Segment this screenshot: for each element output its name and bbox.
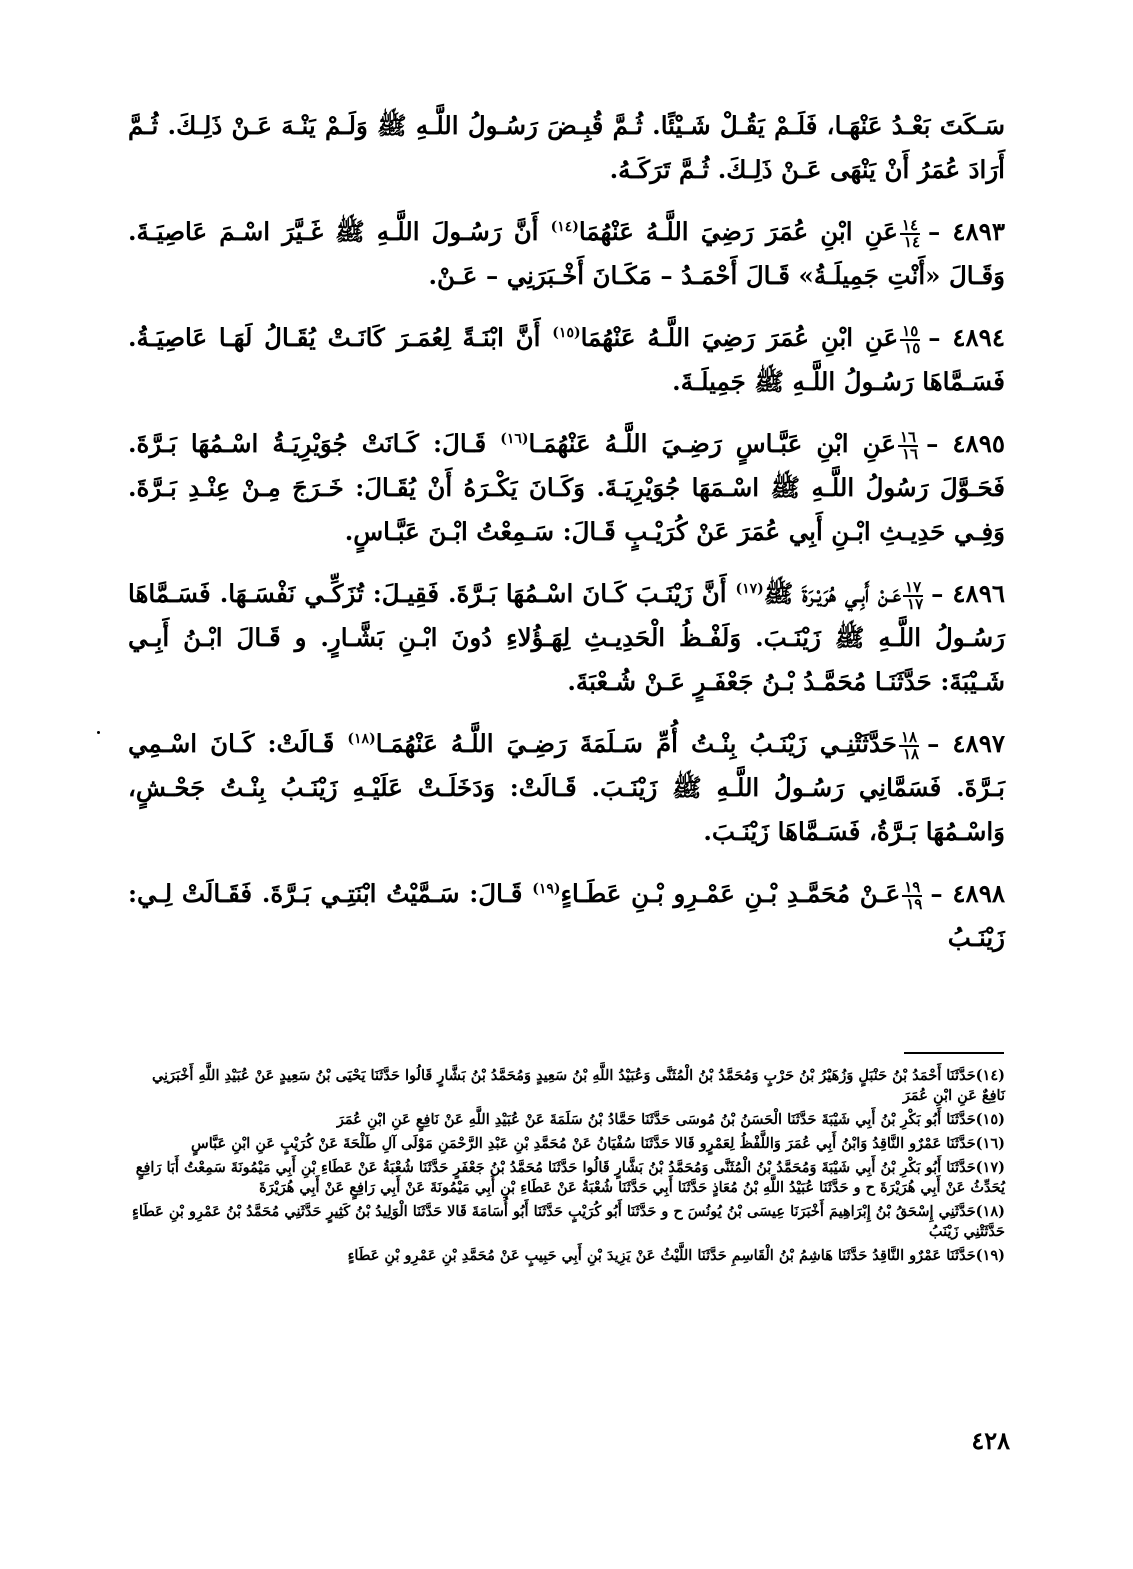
cross-reference: $\frac{١٩}{١٩}$ [904, 877, 923, 913]
footnote-number: (١٤) [975, 1067, 1005, 1084]
paragraph-text: قَـالَ: كَـانَتْ جُوَيْرِيَـةُ اسْـمُهَا بَـرَّةَ. فَحَـوَّلَ رَسُولُ اللَّـهِ ﷺ اسْـمَهَا جُوَيْرِيَـةَ. وَكَـانَ يَكْـرَهُ أَنْ يُقَـالَ: خَـرَجَ مِـنْ عِنْـدِ بَـرَّةَ. وَفِـي حَدِيـثِ ابْـنِ أَبِي عُمَرَ عَنْ كُرَيْـبٍ قَـالَ: سَـمِعْتُ ابْـنَ عَبَّـاسٍ. [128, 429, 1005, 546]
hadith-number: ٤٨٩٧ – [927, 729, 1006, 758]
main-text [128, 104, 1005, 978]
footnote-text: حَدَّثَنَا عَمْرٌو النَّاقِدُ وَابْنُ أَبِي عُمَرَ وَاللَّفْظُ لِعَمْرٍو قَالا حَدَّثَنَا سُفْيَانُ عَنْ مُحَمَّدِ بْنِ عَبْدِ الرَّحْمَنِ مَوْلَى آلِ طَلْحَةَ عَنْ كُرَيْبٍ عَنِ ابْنِ عَبَّاسٍ [191, 1135, 976, 1152]
footnote-text: حَدَّثَنَا أَحْمَدُ بْنُ حَنْبَلٍ وَزُهَيْرُ بْنُ حَرْبٍ وَمُحَمَّدُ بْنُ الْمُثَنَّى وَعُبَيْدُ اللَّهِ بْنُ سَعِيدٍ وَمُحَمَّدُ بْنُ بَشَّارٍ قَالُوا حَدَّثَنَا يَحْيَى بْنُ سَعِيدٍ عَنْ عُبَيْدِ اللَّهِ أَخْبَرَنِي نَافِعٌ عَنِ ابْنِ عُمَرَ [151, 1067, 1005, 1104]
footnote [128, 1134, 1005, 1154]
paragraph-text: عَنِ ابْنِ عُمَرَ رَضِيَ اللَّـهُ عَنْهُمَا [578, 217, 898, 246]
footnote-marker: (١٧) [735, 580, 764, 597]
footnote-text: حَدَّثَنَا عَمْرٌو النَّاقِدُ حَدَّثَنَا هَاشِمُ بْنُ الْقَاسِمِ حَدَّثَنَا اللَّيْثُ عَنْ يَزِيدَ بْنِ أَبِي حَبِيبٍ عَنْ مُحَمَّدِ بْنِ عَمْرِو بْنِ عَطَاءٍ [347, 1247, 976, 1264]
paragraph-text: قَـالَ: سَـمَّيْتُ ابْنَتِـي بَـرَّةَ. فَقَـالَتْ لِـي: زَيْنَـبُ [128, 879, 1005, 952]
footnote-marker: (١٥) [552, 324, 581, 341]
hadith-paragraph [128, 210, 1005, 298]
footnote-text: حَدَّثَنَا أَبُو بَكْرِ بْنُ أَبِي شَيْبَةَ حَدَّثَنَا الْحَسَنُ بْنُ مُوسَى حَدَّثَنَا حَمَّادُ بْنُ سَلَمَةَ عَنْ عُبَيْدِ اللَّهِ عَنْ نَافِعٍ عَنِ ابْنِ عُمَرَ [336, 1111, 976, 1128]
page-number: ٤٢٨ [971, 1426, 1010, 1455]
footnote-marker: (١٦) [500, 430, 529, 447]
footnote-text: حَدَّثَنِي إِسْحَقُ بْنُ إِبْرَاهِيمَ أَخْبَرَنَا عِيسَى بْنُ يُونُسَ ح و حَدَّثَنَا أَبُو كُرَيْبٍ حَدَّثَنَا أَبُو أُسَامَةَ قَالا حَدَّثَنَا الْوَلِيدُ بْنُ كَثِيرٍ حَدَّثَنِي مُحَمَّدُ بْنُ عَمْرِو بْنِ عَطَاءٍ حَدَّثَتْنِي زَيْنَبُ [132, 1203, 1005, 1240]
footnote [128, 1110, 1005, 1130]
hadith-paragraph [128, 872, 1005, 960]
paragraph-text: عَـنْ مُحَمَّـدِ بْـنِ عَمْـرِو بْـنِ عَطَـاءٍ [560, 879, 901, 908]
footnote-number: (١٦) [975, 1135, 1005, 1152]
paragraph-text: عَـنْ أَبِـي هُرَيْـرَةَ ﷺ [763, 579, 902, 608]
footnote [128, 1066, 1005, 1106]
footnote-marker: (١٩) [532, 880, 561, 897]
cross-reference: $\frac{١٤}{١٤}$ [901, 215, 921, 251]
hadith-paragraph [128, 316, 1005, 404]
hadith-number: ٤٨٩٣ – [928, 217, 1005, 246]
footnote [128, 1202, 1005, 1242]
footnote-number: (١٥) [975, 1111, 1005, 1128]
footnote-number: (١٨) [975, 1203, 1005, 1220]
footnote-marker: (١٨) [347, 730, 376, 747]
footnotes [128, 1066, 1005, 1270]
hadith-number: ٤٨٩٥ – [926, 429, 1006, 458]
paragraph-text: أَنَّ رَسُـولَ اللَّـهِ ﷺ غَـيَّرَ اسْـمَ عَاصِيَـةَ. وَقَـالَ «أَنْتِ جَمِيلَـةُ» قَـالَ أَحْمَـدُ – مَكَـانَ أَخْـبَرَنِي – عَـنْ. [128, 217, 1005, 290]
paragraph-text: أَنَّ ابْنَـةً لِعُمَـرَ كَانَـتْ يُقَـالُ لَهَـا عَاصِيَـةُ. فَسَـمَّاهَا رَسُـولُ اللَّـهِ ﷺ جَمِيلَـةَ. [128, 323, 1005, 396]
cross-reference: $\frac{١٧}{١٧}$ [905, 577, 924, 613]
hadith-paragraph [128, 422, 1005, 554]
hadith-paragraph [128, 104, 1005, 192]
footnote-number: (١٧) [975, 1159, 1005, 1176]
paragraph-text: قَـالَتْ: كَـانَ اسْـمِي بَـرَّةَ. فَسَمَّانِي رَسُـولُ اللَّـهِ ﷺ زَيْنَـبَ. قَـالَتْ: وَدَخَلَـتْ عَلَيْـهِ زَيْنَـبُ بِنْـتُ جَحْـشٍ، وَاسْـمُهَا بَـرَّةُ، فَسَـمَّاهَا زَيْنَـبَ. [128, 729, 1005, 846]
footnote-number: (١٩) [975, 1247, 1005, 1264]
paragraph-text: سَـكَتَ بَعْـدُ عَنْهَـا، فَلَـمْ يَقُـلْ شَـيْئًا. ثُـمَّ قُبِـضَ رَسُـولُ اللَّـهِ ﷺ وَلَـمْ يَنْـهَ عَـنْ ذَلِـكَ. ثُـمَّ أَرَادَ عُمَرُ أَنْ يَنْهَى عَـنْ ذَلِـكَ. ثُـمَّ تَرَكَـهُ. [128, 111, 1005, 184]
footnote [128, 1246, 1005, 1266]
paragraph-text: عَنِ ابْنِ عُمَرَ رَضِيَ اللَّـهُ عَنْهُمَا [580, 323, 899, 352]
paragraph-text: عَنِ ابْنِ عَبَّـاسٍ رَضِـيَ اللَّـهُ عَنْهُمَـا [528, 429, 896, 458]
cross-reference: $\frac{١٦}{١٦}$ [899, 427, 919, 463]
hadith-paragraph [128, 722, 1005, 854]
cross-reference: $\frac{١٥}{١٥}$ [902, 321, 921, 357]
footnote-separator [904, 1052, 1004, 1054]
hadith-number: ٤٨٩٨ – [930, 879, 1006, 908]
footnote [128, 1158, 1005, 1198]
hadith-number: ٤٨٩٤ – [928, 323, 1005, 352]
hadith-paragraph [128, 572, 1005, 704]
footnote-marker: (١٤) [550, 218, 579, 235]
hadith-number: ٤٨٩٦ – [931, 579, 1006, 608]
paragraph-text: حَدَّثَتْنِـي زَيْنَـبُ بِنْـتُ أُمِّ سَـلَمَةَ رَضِـيَ اللَّـهُ عَنْهُمَـا [375, 729, 897, 758]
paragraph-text: أَنَّ زَيْنَـبَ كَـانَ اسْـمُهَا بَـرَّةَ. فَقِيـلَ: تُزَكِّـي نَفْسَـهَا. فَسَـمَّاهَا رَسُـولُ اللَّـهِ ﷺ زَيْنَـبَ. وَلَفْـظُ الْحَدِيـثِ لِهَـؤُلاءِ دُونَ ابْـنِ بَشَّـارٍ. و قَـالَ ابْـنُ أَبِـي شَـيْبَةَ: حَدَّثَنَـا مُحَمَّـدُ بْـنُ جَعْفَـرٍ عَـنْ شُـعْبَةَ. [128, 579, 1005, 696]
cross-reference: $\frac{١٨}{١٨}$ [900, 727, 920, 763]
footnote-text: حَدَّثَنَا أَبُو بَكْرِ بْنُ أَبِي شَيْبَةَ وَمُحَمَّدُ بْنُ الْمُثَنَّى وَمُحَمَّدُ بْنُ بَشَّارٍ قَالُوا حَدَّثَنَا مُحَمَّدُ بْنُ جَعْفَرٍ حَدَّثَنَا شُعْبَةُ عَنْ عَطَاءِ بْنِ أَبِي مَيْمُونَةَ سَمِعْتُ أَبَا رَافِعٍ يُحَدِّثُ عَنْ أَبِي هُرَيْرَةَ ح و حَدَّثَنَا عُبَيْدُ اللَّهِ بْنُ مُعَاذٍ حَدَّثَنَا أَبِي حَدَّثَنَا شُعْبَةُ عَنْ عَطَاءِ بْنِ أَبِي مَيْمُونَةَ عَنْ أَبِي رَافِعٍ عَنْ أَبِي هُرَيْرَةَ [135, 1159, 1005, 1196]
stray-dot [97, 731, 100, 734]
